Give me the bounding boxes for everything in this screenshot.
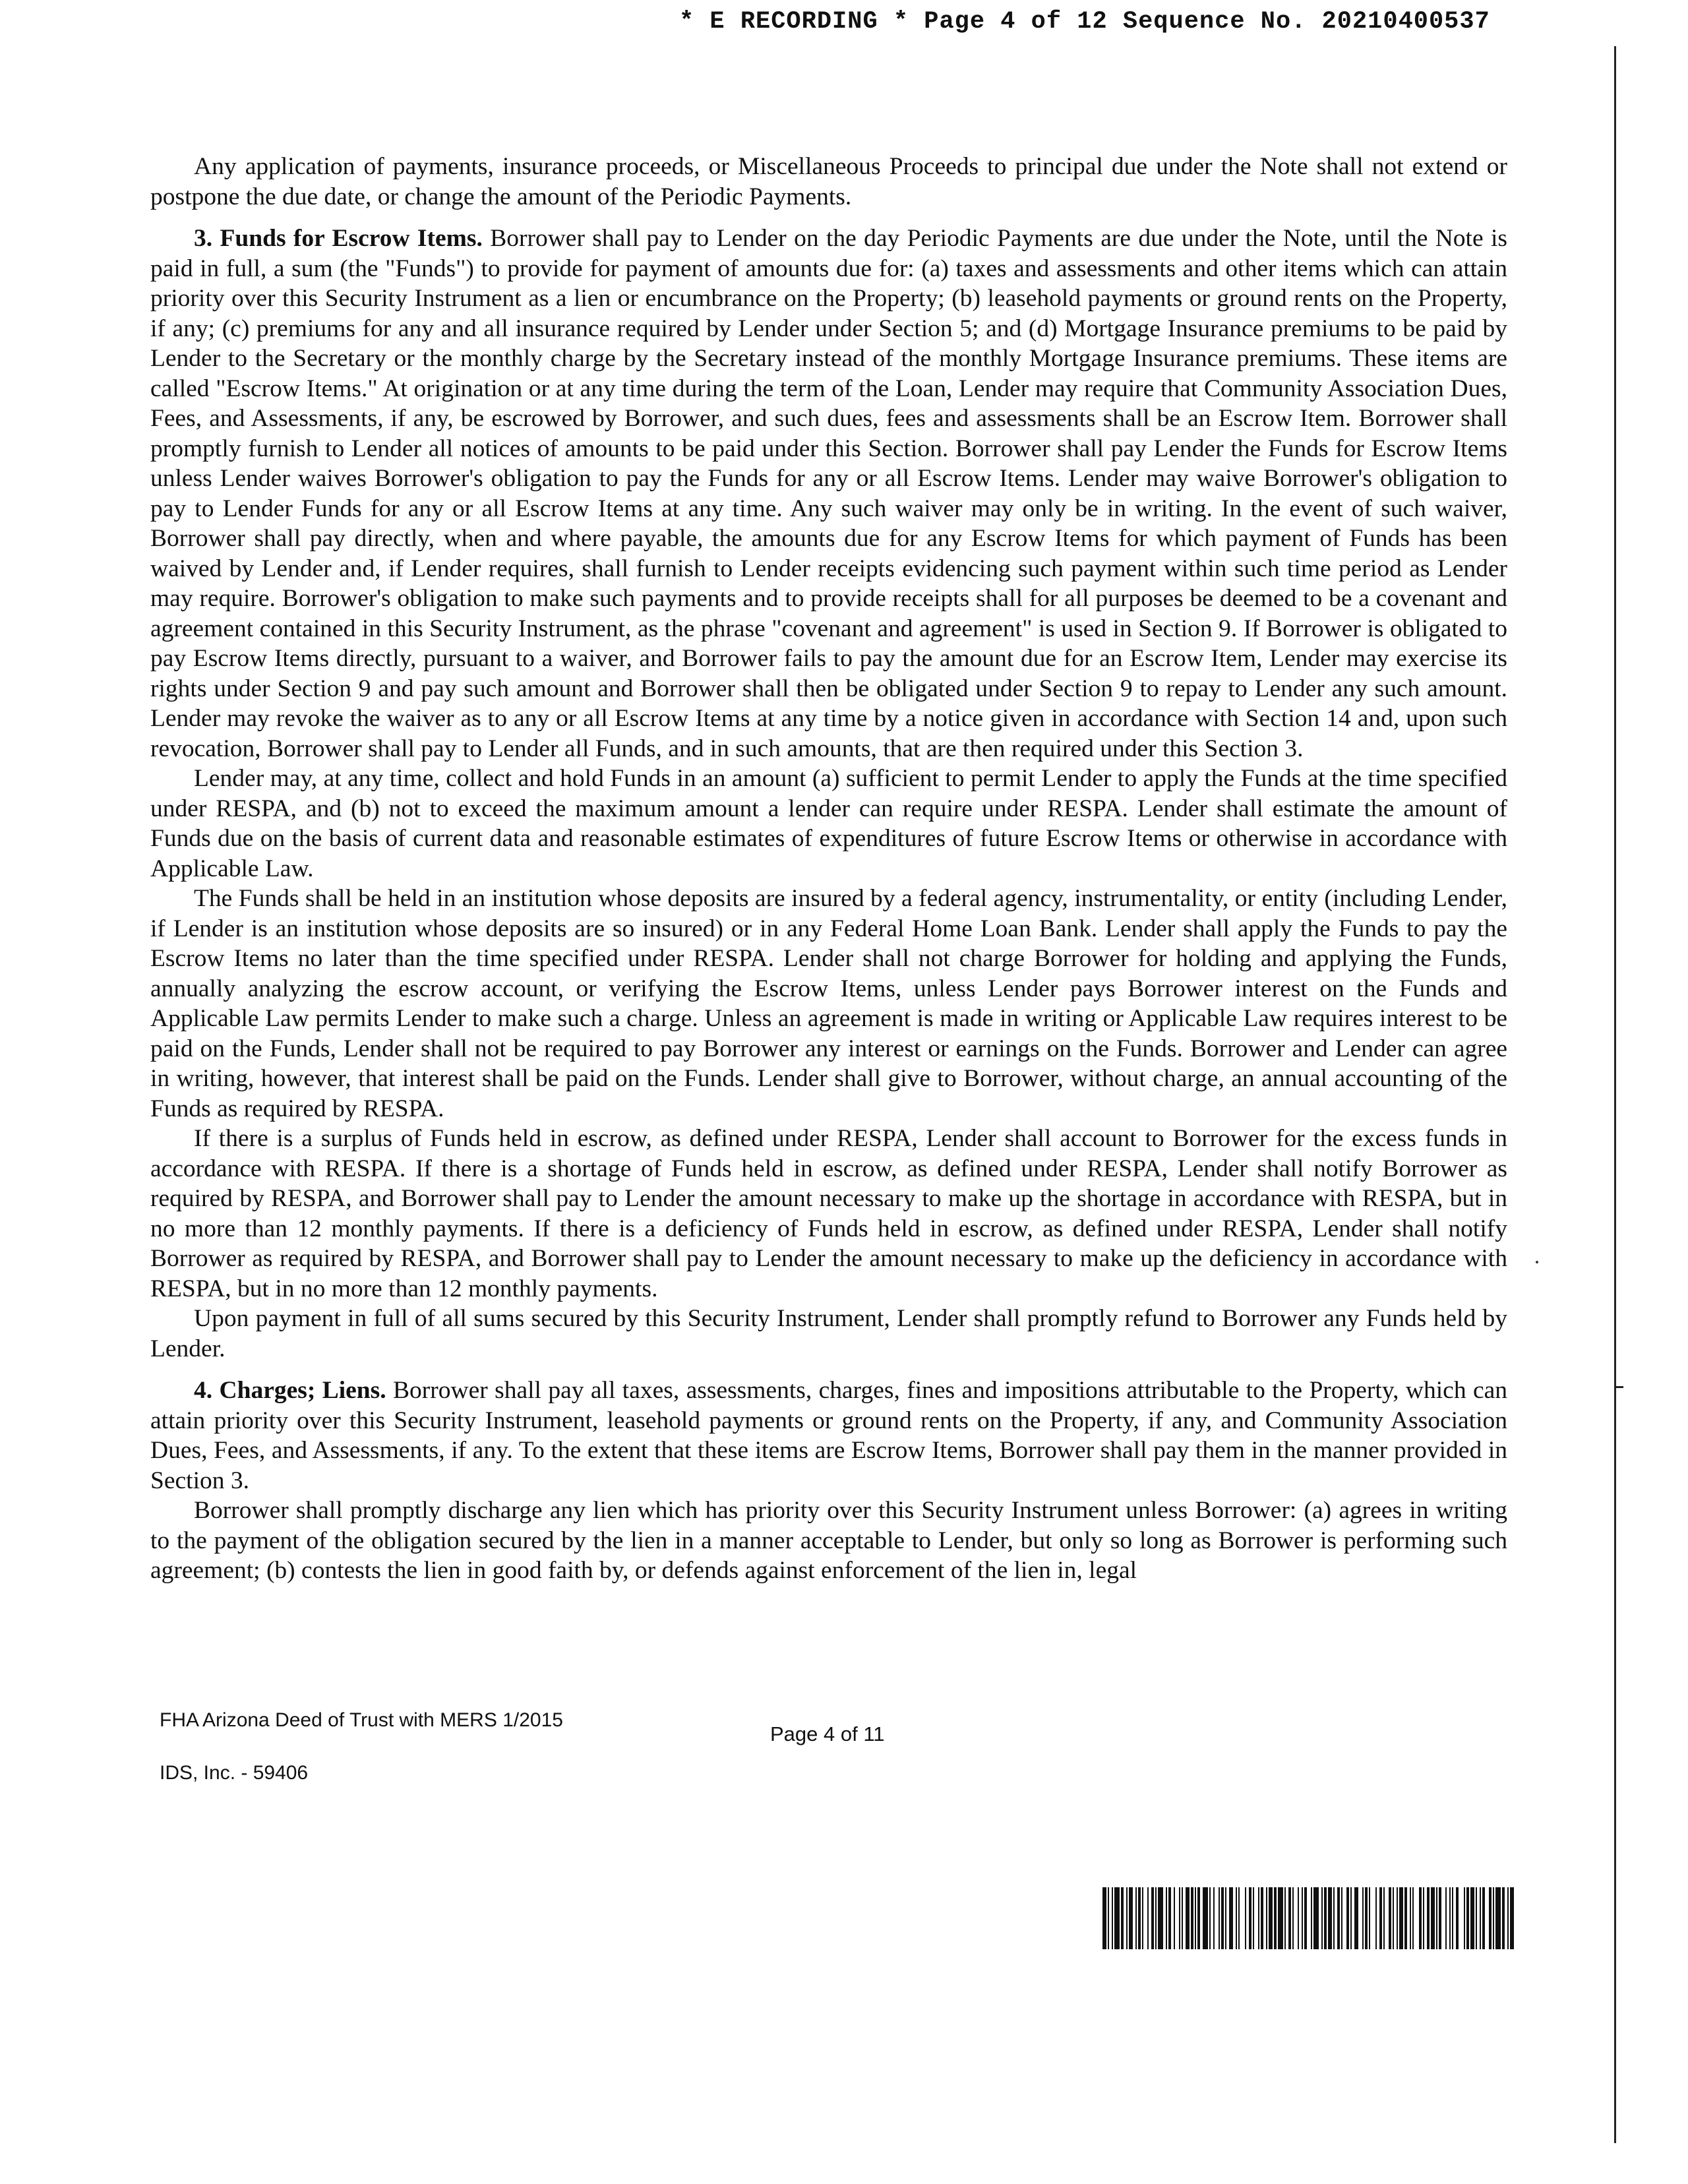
barcode-bar [1225,1887,1226,1949]
barcode-bar [1142,1887,1143,1949]
barcode-bar [1313,1887,1319,1949]
barcode-bar [1108,1887,1109,1949]
barcode-bar [1158,1887,1163,1949]
barcode-bar [1427,1887,1430,1949]
barcode-bar [1182,1887,1183,1949]
barcode-bar [1304,1887,1307,1949]
barcode-bar [1221,1887,1224,1949]
barcode-bar [1466,1887,1469,1949]
barcode-bar [1147,1887,1149,1949]
barcode-bar [1284,1887,1286,1949]
barcode-bar [1507,1887,1509,1949]
barcode-bar [1365,1887,1368,1949]
barcode-bar [1179,1887,1180,1949]
barcode-bar [1302,1887,1303,1949]
barcode-bar [1126,1887,1128,1949]
paragraph-text: Lender may, at any time, collect and hold Funds in an amount (a) sufficient to permit Lender to apply the Funds at the time specified under RESPA, and (b) not to exceed the maximum amount a lender can require under RESPA. Lender shall estimate the amount of Funds due on the basis of current data and reasonable estimates of expenditures of future Escrow Items or otherwise in accordance with Applicable Law. [150,765,1507,882]
footer-vendor: IDS, Inc. - 59406 [160,1762,309,1784]
paragraph-text: If there is a surplus of Funds held in escrow, as defined under RESPA, Lender shall account to Borrower for the excess funds in accordance with RESPA. If there is a shortage of Funds held in escrow, as defined under RESPA, Lender shall notify Borrower as required by RESPA, and Borrower shall pay to Lender the amount necessary to make up the shortage in accordance with RESPA, but in no more than 12 monthly payments. If there is a deficiency of Funds held in escrow, as defined under RESPA, Lender shall notify Borrower as required by RESPA, and Borrower shall pay to Lender the amount necessary to make up the deficiency in accordance with RESPA, but in no more than 12 monthly payments. [150,1125,1507,1302]
barcode-bar [1298,1887,1299,1949]
paragraph-surplus-funds [150,1124,1507,1304]
barcode-bar [1495,1887,1501,1949]
barcode-bar [1274,1887,1277,1949]
barcode-bar [1245,1887,1246,1949]
barcode-bar [1324,1887,1327,1949]
barcode-bar [1333,1887,1335,1949]
barcode-bar [1350,1887,1352,1949]
barcode-bar [1482,1887,1485,1949]
barcode-bar [1399,1887,1403,1949]
barcode-bar [1174,1887,1175,1949]
barcode-bar [1456,1887,1459,1949]
barcode-bar [1502,1887,1505,1949]
barcode-bar [1236,1887,1237,1949]
barcode-bar [1412,1887,1414,1949]
barcode-bar [1449,1887,1451,1949]
barcode-bar [1337,1887,1340,1949]
barcode-bar [1261,1887,1263,1949]
barcode-bar [1168,1887,1171,1949]
barcode-bar [1431,1887,1435,1949]
barcode-bar [1464,1887,1465,1949]
barcode-bar [1129,1887,1133,1949]
barcode-bar [1219,1887,1220,1949]
barcode-bar [1258,1887,1259,1949]
barcode-bar [1369,1887,1370,1949]
barcode-bar [1436,1887,1437,1949]
barcode-bar [1510,1887,1514,1949]
section-heading: 3. Funds for Escrow Items. [194,225,483,252]
barcode-bar [1379,1887,1382,1949]
barcode-bar [1354,1887,1358,1949]
barcode-bar [1489,1887,1492,1949]
barcode-bar [1311,1887,1312,1949]
barcode-bar [1209,1887,1211,1949]
barcode-bar [1166,1887,1167,1949]
barcode-bar [1452,1887,1453,1949]
barcode-bar [1213,1887,1215,1949]
barcode-bar [1375,1887,1377,1949]
paragraph-text: Borrower shall pay all taxes, assessments, charges, fines and impositions attributable to the Property, which can attain priority over this Security Instrument, leasehold payments or ground rents on the Property, if any, and Community Association Dues, Fees, and Assessments, if any. To the extent that these items are Escrow Items, Borrower shall pay them in the manner provided in Section 3. [150,1377,1508,1494]
footer-page-number: Page 4 of 11 [770,1722,885,1745]
barcode-bar [1439,1887,1441,1949]
barcode-bar [1155,1887,1157,1949]
barcode-bar [1423,1887,1424,1949]
barcode-bar [1112,1887,1113,1949]
paragraph-lender-may-collect [150,764,1507,884]
barcode-bar [1191,1887,1193,1949]
barcode-bar [1476,1887,1477,1949]
paragraph-text: Borrower shall pay to Lender on the day Periodic Payments are due under the Note, until the Note is paid in full, a sum (the "Funds") to provide for payment of amounts due for: (a) taxes and assessments and other items which can attain priority over this Security Instrument as a lien or encumbrance on the Property; (b) leasehold payments or ground rents on the Property, if any; (c) premiums for any and all insurance required by Lender under Section 5; and (d) Mortgage Insurance premiums to be paid by Lender to the Secretary or the monthly charge by the Secretary instead of the monthly Mortgage Insurance premiums. These items are called "Escrow Items." At origination or at any time during the term of the Loan, Lender may require that Community Association Dues, Fees, and Assessments, if any, be escrowed by Borrower, and such dues, fees and assessments shall be an Escrow Item. Borrower shall promptly furnish to Lender all notices of amounts to be paid under this Section. Borrower shall pay Lender the Funds for Escrow Items unless Lender waives Borrower's obligation to pay the Funds for any or all Escrow Items. Lender may waive Borrower's obligation to pay to Lender Funds for any or all Escrow Items at any time. Any such waiver may only be in writing. In the event of such waiver, Borrower shall pay directly, when and where payable, the amounts due for any Escrow Items for which payment of Funds has been waived by Lender and, if Lender requires, shall furnish to Lender receipts evidencing such payment within such time period as Lender may require. Borrower's obligation to make such payments and to provide receipts shall for all purposes be deemed to be a covenant and agreement contained in this Security Instrument, as the phrase "covenant and agreement" is used in Section 9. If Borrower is obligated to pay Escrow Items directly, pursuant to a waiver, and Borrower fails to pay the amount due for an Escrow Item, Lender may exercise its rights under Section 9 and pay such amount and Borrower shall then be obligated under Section 9 to repay to Lender any such amount. Lender may revoke the waiver as to any or all Escrow Items at any time by a notice given in accordance with Section 14 and, upon such revocation, Borrower shall pay to Lender all Funds, and in such amounts, that are then required under this Section 3. [150,225,1507,762]
barcode-bar [1383,1887,1385,1949]
barcode-bar [1249,1887,1251,1949]
barcode-bar [1328,1887,1332,1949]
barcode-bar [1389,1887,1391,1949]
footer-form-name: FHA Arizona Deed of Trust with MERS 1/2015 [160,1709,563,1731]
barcode-bar [1445,1887,1447,1949]
barcode-bar [1288,1887,1291,1949]
right-margin-rule [1614,46,1616,2143]
paragraph-application-of-payments [150,152,1507,212]
barcode-bar [1229,1887,1233,1949]
barcode-bar [1135,1887,1137,1949]
barcode-bar [1419,1887,1422,1949]
barcode-bar [1278,1887,1283,1949]
section-3-funds-for-escrow [150,224,1507,764]
paragraph-text: Any application of payments, insurance proceeds, or Miscellaneous Proceeds to principal due under the Note shall not extend or postpone the due date, or change the amount of the Periodic Payments. [150,153,1507,210]
barcode-bar [1480,1887,1481,1949]
recording-header: * E RECORDING * Page 4 of 12 Sequence No. 20210400537 [679,8,1490,36]
paragraph-text: The Funds shall be held in an institution whose deposits are insured by a federal agency, instrumentality, or entity (including Lender, if Lender is an institution whose deposits are so insured) or in any Federal Home Loan Bank. Lender shall apply the Funds to pay the Escrow Items no later than the time specified under RESPA. Lender shall not charge Borrower for holding and applying the Funds, annually analyzing the escrow account, or verifying the Escrow Items, unless Lender pays Borrower interest on the Funds and Applicable Law permits Lender to make such a charge. Unless an agreement is made in writing or Applicable Law requires interest to be paid on the Funds, Lender shall not be required to pay Borrower any interest or earnings on the Funds. Borrower and Lender can agree in writing, however, that interest shall be paid on the Funds. Lender shall give to Borrower, without charge, an annual accounting of the Funds as required by RESPA. [150,885,1507,1122]
barcode-bar [1470,1887,1474,1949]
barcode-bar [1493,1887,1494,1949]
barcode-bar [1393,1887,1394,1949]
margin-tick-mark [1614,1386,1623,1388]
barcode-bar [1151,1887,1154,1949]
barcode-bar [1114,1887,1120,1949]
barcode-bar [1238,1887,1240,1949]
paragraph-refund [150,1304,1507,1364]
scan-speck [1536,1261,1538,1263]
barcode-bar [1121,1887,1124,1949]
section-4-charges-liens [150,1376,1507,1496]
barcode-bar [1102,1887,1106,1949]
barcode-bar [1269,1887,1273,1949]
paragraph-text: Borrower shall promptly discharge any lien which has priority over this Security Instrument unless Borrower: (a) agrees in writing to the payment of the obligation secured by the lien in a manner acceptable to Lender, but only so long as Borrower is performing such agreement; (b) contests the lien in good faith by, or defends against enforcement of the lien in, legal [150,1497,1507,1584]
barcode-bar [1195,1887,1196,1949]
barcode-bar [1404,1887,1407,1949]
barcode-bar [1197,1887,1200,1949]
barcode-bar [1397,1887,1398,1949]
barcode-bar [1266,1887,1267,1949]
barcode-bar [1362,1887,1364,1949]
barcode-bar [1341,1887,1342,1949]
barcode-bar [1410,1887,1411,1949]
barcode-bar [1321,1887,1323,1949]
paragraph-discharge-lien [150,1496,1507,1586]
barcode-bar [1203,1887,1208,1949]
barcode-bar [1186,1887,1190,1949]
paragraph-text: Upon payment in full of all sums secured by this Security Instrument, Lender shall promptly refund to Borrower any Funds held by Lender. [150,1305,1507,1362]
barcode-bar [1138,1887,1141,1949]
document-body [150,152,1507,1586]
paragraph-funds-held [150,884,1507,1124]
barcode-bar [1346,1887,1349,1949]
document-barcode [1102,1887,1515,1949]
section-heading: 4. Charges; Liens. [194,1377,386,1404]
barcode-bar [1253,1887,1254,1949]
barcode-bar [1292,1887,1294,1949]
